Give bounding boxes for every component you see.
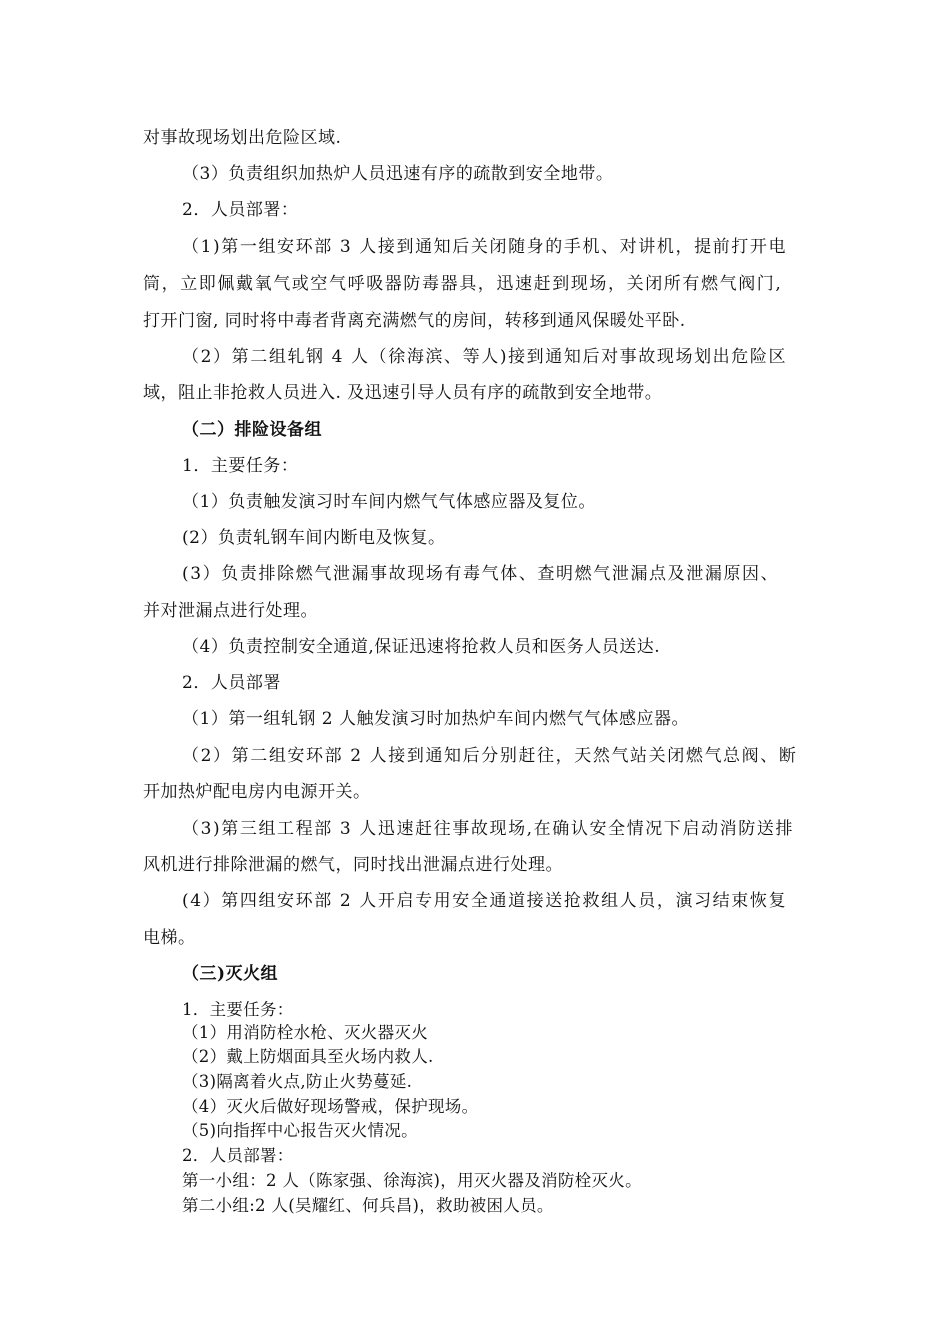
- text-line: 2．人员部署：: [182, 200, 299, 220]
- text-line: （4）负责控制安全通道,保证迅速将抢救人员和医务人员送达.: [182, 637, 661, 657]
- text-line: 域，阻止非抢救人员进入. 及迅速引导人员有序的疏散到安全地带。: [143, 383, 663, 403]
- text-line: （3)隔离着火点,防止火势蔓延.: [182, 1072, 413, 1091]
- text-line: 打开门窗, 同时将中毒者背离充满燃气的房间，转移到通风保暖处平卧.: [143, 311, 686, 331]
- text-line: （1）用消防栓水枪、灭火器灭火: [182, 1023, 428, 1042]
- text-line: 并对泄漏点进行处理。: [143, 601, 318, 621]
- text-line: (2）负责轧钢车间内断电及恢复。: [182, 528, 446, 548]
- text-line: （1）负责触发演习时车间内燃气气体感应器及复位。: [182, 492, 596, 512]
- text-line: 第二小组:2 人(吴耀红、何兵昌)，救助被困人员。: [182, 1196, 554, 1215]
- text-line: （5)向指挥中心报告灭火情况。: [182, 1121, 418, 1140]
- text-line: 1．主要任务：: [182, 1000, 294, 1019]
- text-line: 1．主要任务：: [182, 456, 299, 476]
- text-line: (3）负责排除燃气泄漏事故现场有毒气体、查明燃气泄漏点及泄漏原因、: [182, 564, 780, 584]
- text-line: （2）戴上防烟面具至火场内救人.: [182, 1047, 434, 1066]
- text-line: （1）第一组轧钢 2 人触发演习时加热炉车间内燃气气体感应器。: [182, 709, 689, 729]
- text-line: 风机进行排除泄漏的燃气，同时找出泄漏点进行处理。: [143, 855, 563, 875]
- section-heading: （二）排险设备组: [182, 420, 322, 440]
- text-line: 开加热炉配电房内电源开关。: [143, 782, 371, 802]
- text-line: （3)第三组工程部 3 人迅速赶往事故现场,在确认安全情况下启动消防送排: [182, 819, 795, 839]
- text-line: 2．人员部署: [182, 673, 281, 693]
- text-line: （1)第一组安环部 3 人接到通知后关闭随身的手机、对讲机，提前打开电: [182, 237, 788, 257]
- text-line: 电梯。: [143, 928, 196, 948]
- text-line: （4）灭火后做好现场警戒，保护现场。: [182, 1097, 479, 1116]
- text-line: 对事故现场划出危险区域.: [143, 128, 342, 148]
- text-line: （3）负责组织加热炉人员迅速有序的疏散到安全地带。: [182, 164, 614, 184]
- text-line: 第一小组：2 人（陈家强、徐海滨)，用灭火器及消防栓灭火。: [182, 1171, 642, 1190]
- text-line: 2．人员部署：: [182, 1146, 294, 1165]
- text-line: 筒，立即佩戴氧气或空气呼吸器防毒器具，迅速赶到现场，关闭所有燃气阀门,: [143, 274, 783, 294]
- text-line: （2）第二组轧钢 4 人（徐海滨、等人)接到通知后对事故现场划出危险区: [182, 347, 788, 367]
- section-heading: （三)灭火组: [182, 964, 279, 984]
- text-line: （2）第二组安环部 2 人接到通知后分别赶往，天然气站关闭燃气总阀、断: [182, 746, 798, 766]
- text-line: (4）第四组安环部 2 人开启专用安全通道接送抢救组人员，演习结束恢复: [182, 891, 788, 911]
